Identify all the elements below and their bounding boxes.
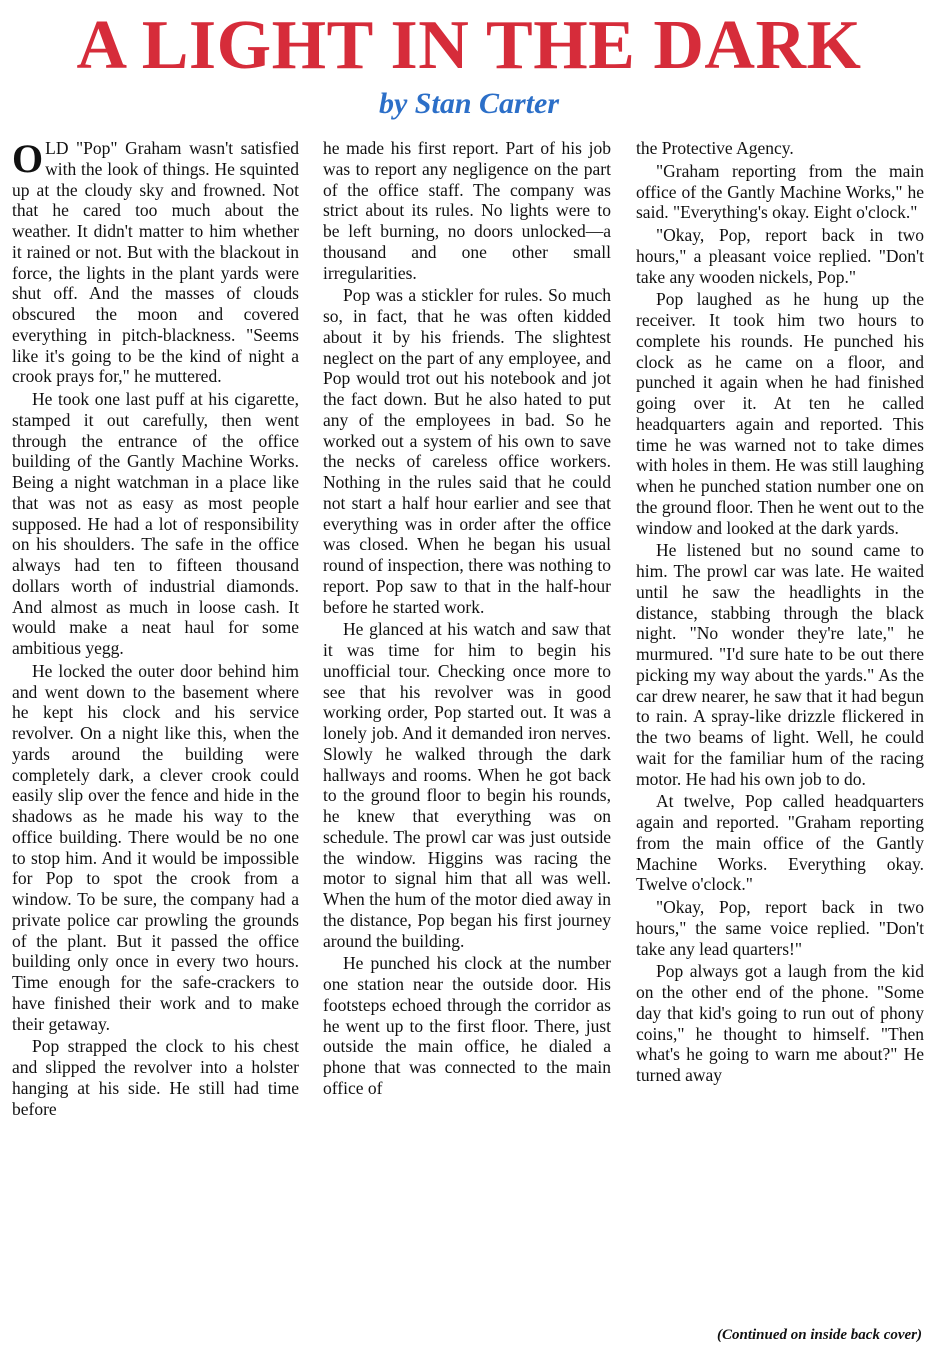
paragraph — [12, 138, 299, 387]
drop-cap: O — [12, 138, 44, 181]
paragraph: At twelve, Pop called headquarters again and reported. "Graham reporting from the main office of the Gantly Machine Works. Everything okay. Twelve o'clock." — [636, 791, 924, 895]
story-byline: by Stan Carter — [378, 87, 560, 120]
paragraph: He took one last puff at his cigarette, stamped it out carefully, then went through the entrance of the office building of the Gantly Machine Works. Being a night watchman in a place like that was not as easy as most people supposed. He had a lot of responsibility on his shoulders. The safe in the office always had ten to fifteen thousand dollars worth of industrial diamonds. And almost as much in loose cash. It would make a neat haul for some ambitious yegg. — [12, 389, 299, 658]
paragraph: He glanced at his watch and saw that it was time for him to begin his unofficial tour. Checking once more to see that his revolver was in good working order, Pop started out. It was a lonely job. And it demanded iron nerves. Slowly he walked through the dark hallways and rooms. When he got back to the ground floor to begin his rounds, he knew that everything was on schedule. The prowl car was just outside the window. Higgins was racing the motor to signal him that all was well. When the hum of the motor died away in the distance, Pop began his first journey around the building. — [323, 619, 611, 951]
text-column-3 — [636, 138, 924, 1323]
paragraph: Pop always got a laugh from the kid on the other end of the phone. "Some day that kid's going to run out of phony coins," he thought to himself. "Then what's he going to warn me about?" He turned away — [636, 961, 924, 1085]
paragraph: "Graham reporting from the main office of the Gantly Machine Works," he said. "Everything's okay. Eight o'clock." — [636, 160, 924, 223]
paragraph: He listened but no sound came to him. The prowl car was late. He waited until he saw the headlights in the distance, stabbing through the black night. "No wonder they're late," he murmured. "I'd sure hate to be out there picking my way about the yards." As the car drew nearer, he saw that it had begun to rain. A spray-like drizzle flickered in the two beams of light. Well, he could wait for the familiar hum of the racing motor. He had his own job to do. — [636, 540, 924, 789]
paragraph: Pop laughed as he hung up the receiver. It took him two hours to complete his rounds. He punched his clock as he came on a floor, and punched it again when he had finished going over it. At ten he called headquarters again and reported. This time he was warned not to take dimes with holes in them. He was still laughing when he punched station number one on the ground floor. Then he went out to the window and looked at the dark yards. — [636, 289, 924, 538]
paragraph: "Okay, Pop, report back in two hours," a pleasant voice replied. "Don't take any wooden nickels, Pop." — [636, 225, 924, 287]
story-title: A LIGHT IN THE DARK — [76, 7, 862, 84]
paragraph: He punched his clock at the number one station near the outside door. His footsteps echoed through the corridor as he went up to the first floor. There, just outside the main office, he dialed a phone that was connected to the main office of — [323, 953, 611, 1098]
paragraph: "Okay, Pop, report back in two hours," the same voice replied. "Don't take any lead quarters!" — [636, 897, 924, 959]
continued-note: (Continued on inside back cover) — [717, 1327, 922, 1343]
text-column-2 — [323, 138, 611, 1323]
paragraph: Pop was a stickler for rules. So much so, in fact, that he was often kidded about it by his friends. The slightest neglect on the part of any employee, and Pop would trot out his notebook and jot the fact down. But he also hated to put any of the employees in bad. So he worked out a system of his own to save the necks of careless office workers. Nothing in the rules said that he could not start a half hour earlier and see that everything was in order after the office was closed. When he began his usual round of inspection, there was nothing to report. Pop saw to that in the half-hour before he started work. — [323, 285, 611, 617]
paragraph: Pop strapped the clock to his chest and slipped the revolver into a holster hanging at his side. He still had time before — [12, 1036, 299, 1119]
paragraph: He locked the outer door behind him and went down to the basement where he kept his clock and his service revolver. On a night like this, when the yards around the building were completely dark, a clever crook could easily slip over the fence and hide in the shadows as he made his way to the office building. There would be no one to stop him. And it would be impossible for Pop to spot the crook from a window. To be sure, the company had a private police car prowling the grounds of the plant. But it passed the office building only once in every two hours. Time enough for the safe-crackers to have finished their work and to make their getaway. — [12, 660, 299, 1034]
paragraph-text: LD "Pop" Graham wasn't satisfied with the look of things. He squinted up at the cloudy sky and frowned. Not that he cared too much about the weather. It didn't matter to him whether it rained or not. But with the blackout in force, the lights in the plant yards were shut off. And the masses of clouds obscured the moon and covered everything in pitch-blackness. "Seems like it's going to be the kind of night a crook prays for," he muttered. — [12, 138, 299, 387]
paragraph: he made his first report. Part of his job was to report any negligence on the part of the office staff. The company was strict about its rules. No lights were to be left burning, no doors unlocked—a thousand and one other small irregularities. — [323, 138, 611, 283]
paragraph: the Protective Agency. — [636, 138, 794, 158]
text-column-1 — [12, 138, 299, 1323]
